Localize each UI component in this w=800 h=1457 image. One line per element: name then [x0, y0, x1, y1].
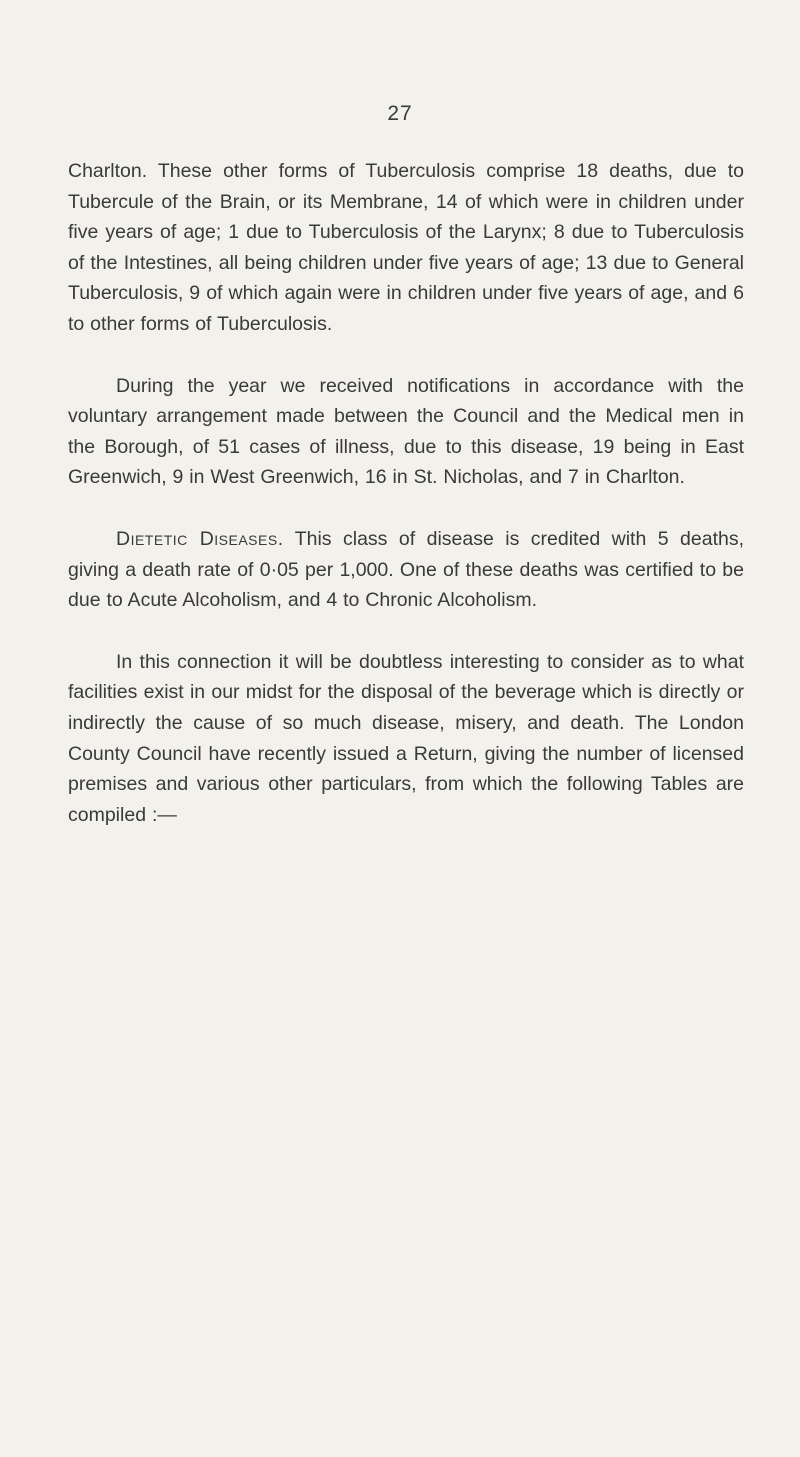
paragraph-licensed-premises: In this connection it will be doubtless interesting to consider as to what facilities exist in our midst for the disposal of the beverage which is directly or indirectly the cause of so much disease, misery, and death. The London County Council have recently issued a Return, giving the number of licensed premises and various other particulars, from which the following Tables are compiled :—: [68, 650, 744, 826]
paragraph-tuberculosis-forms: Charlton. These other forms of Tuberculosis comprise 18 deaths, due to Tubercule of the Brain, or its Membrane, 14 of which were in children under five years of age; 1 due to Tuberculosis of the Larynx; 8 due to Tuberculosis of the Intestines, all being children under five years of age; 13 due to General Tuberculosis, 9 of which again were in children under five years of age, and 6 to other forms of Tuberculosis.: [68, 160, 744, 335]
section-heading-dietetic-diseases: Dietetic Diseases.: [116, 527, 284, 550]
page-number: 27: [387, 102, 413, 125]
paragraph-dietetic-diseases: [68, 524, 744, 616]
body-text: [68, 156, 744, 861]
paragraph-dietetic-diseases-body: This class of disease is credited with 5 deaths, giving a death rate of 0·05 per 1,000. One of these deaths was certified to be due to Acute Alcoholism, and 4 to Chronic Alcoholism.: [68, 527, 744, 612]
paragraph-notifications: During the year we received notifications in accordance with the voluntary arrangement made between the Council and the Medical men in the Borough, of 51 cases of illness, due to this disease, 19 being in East Greenwich, 9 in West Greenwich, 16 in St. Nicholas, and 7 in Charlton.: [68, 374, 744, 489]
